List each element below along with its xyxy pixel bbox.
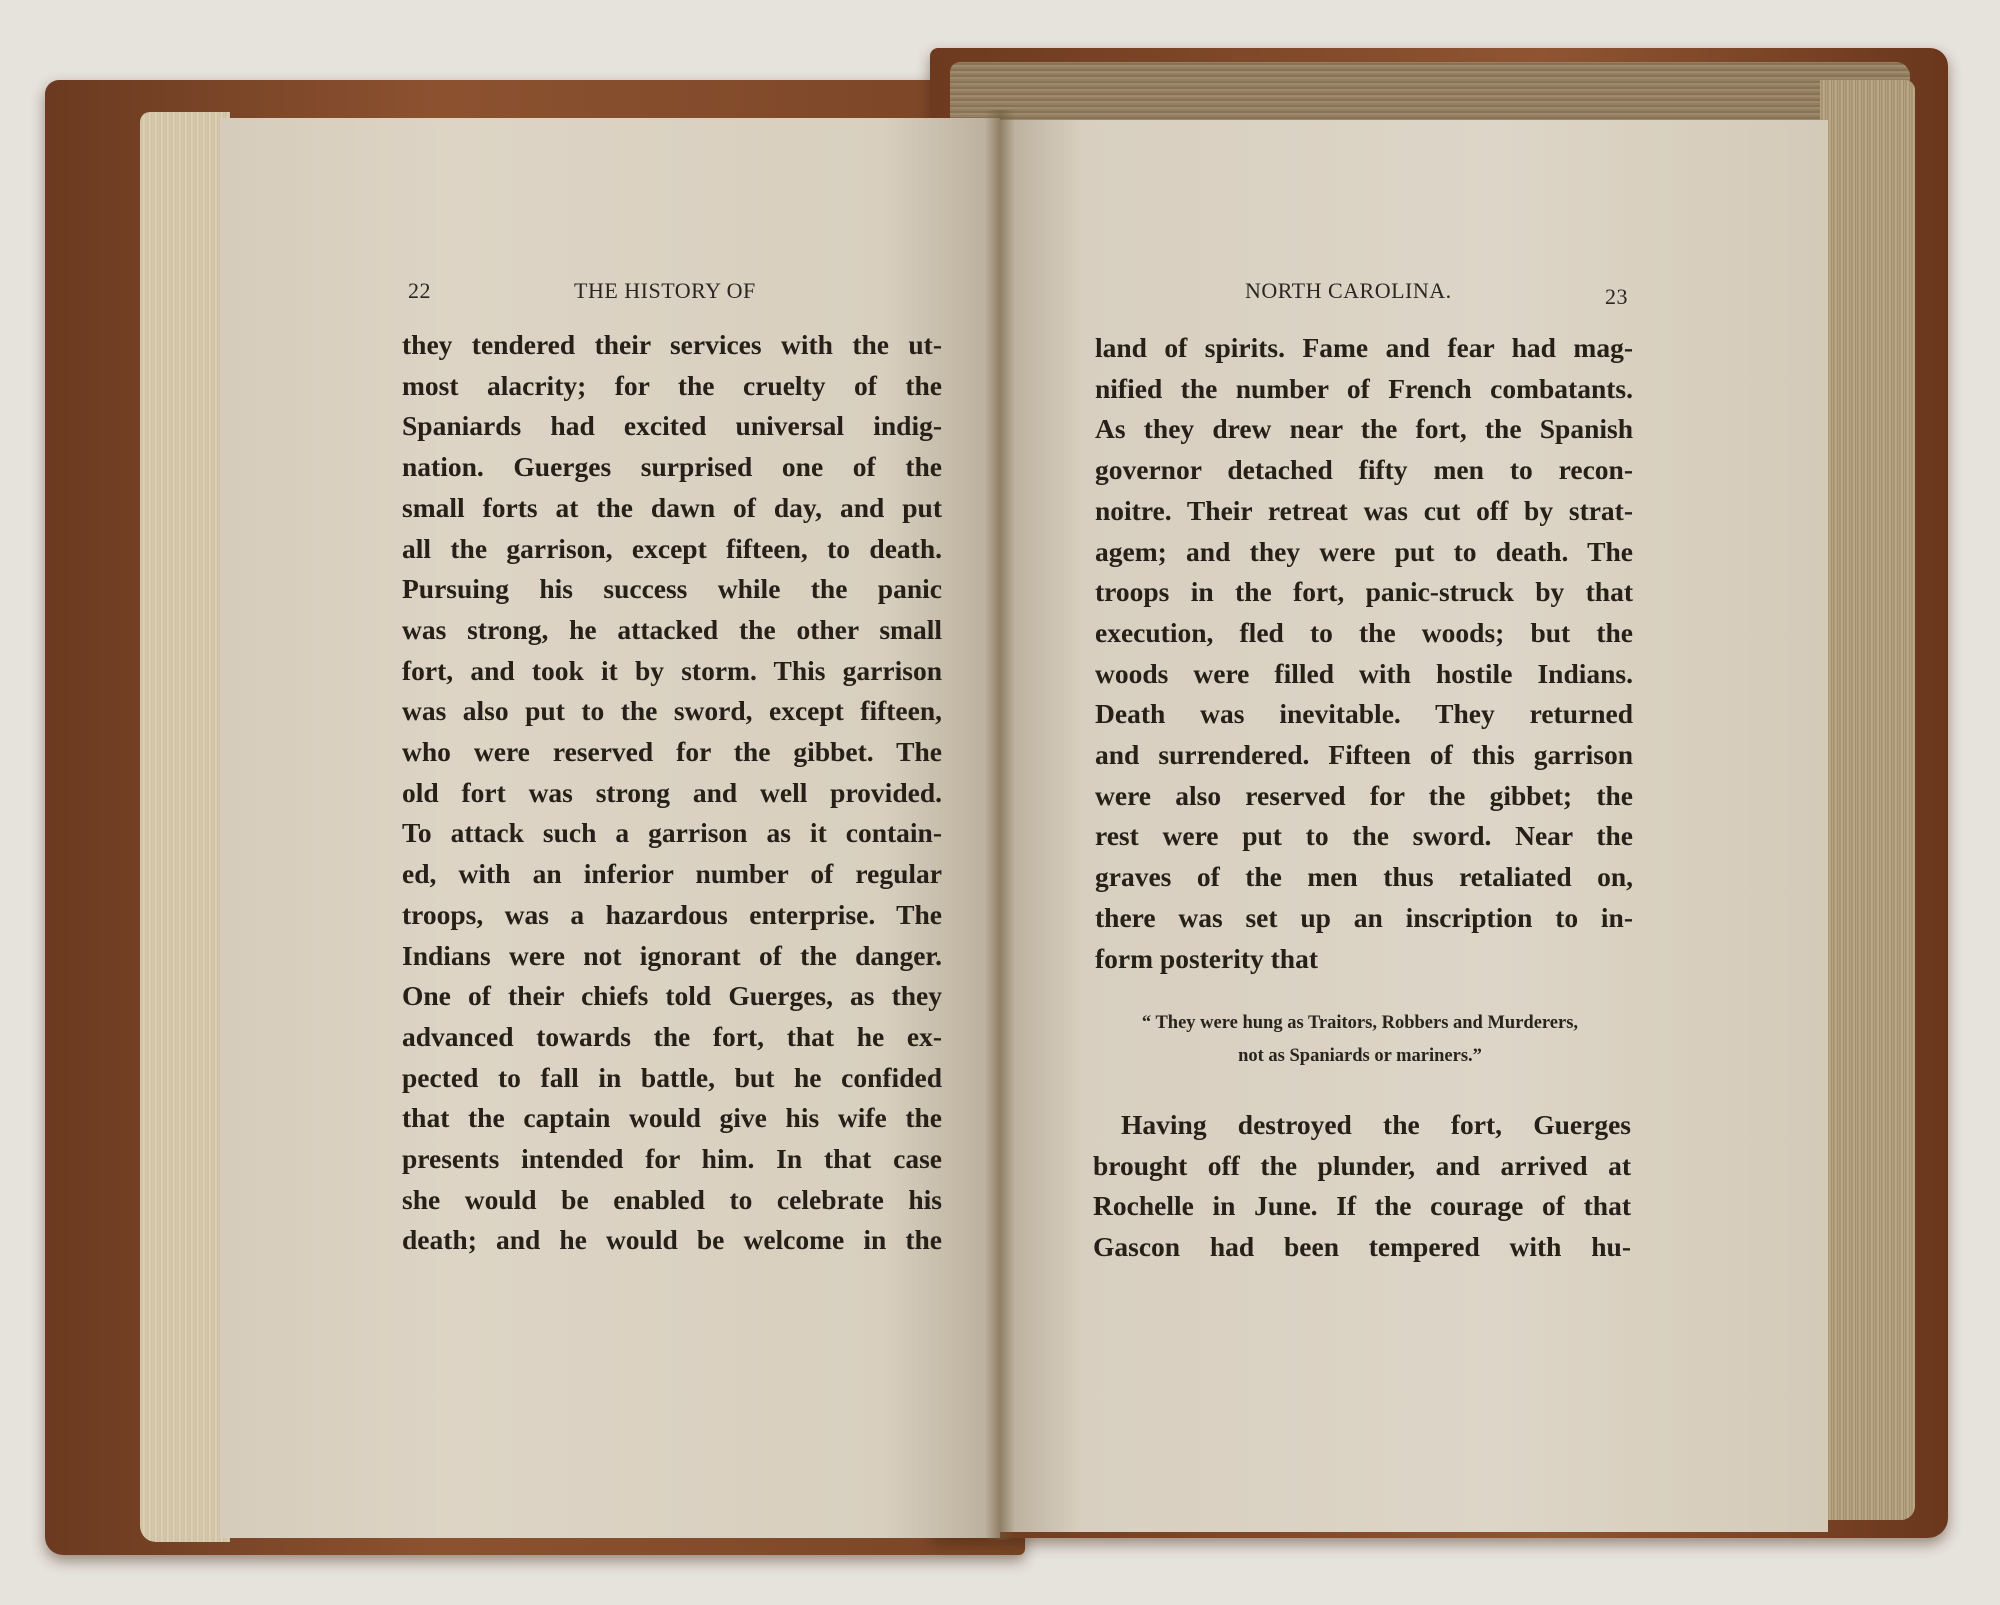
text-line: governor detached fifty men to recon- bbox=[1095, 454, 1633, 486]
text-line: troops in the fort, panic-struck by that bbox=[1095, 576, 1633, 608]
text-line: Having destroyed the fort, Guerges bbox=[1121, 1109, 1631, 1140]
right-body-text-bottom bbox=[1093, 1105, 1631, 1268]
text-line: presents intended for him. In that case bbox=[402, 1143, 942, 1175]
text-line: graves of the men thus retaliated on, bbox=[1095, 861, 1633, 893]
text-line: pected to fall in battle, but he confided bbox=[402, 1061, 942, 1093]
right-page-number: 23 bbox=[1605, 284, 1628, 309]
text-line: Gascon had been tempered with hu- bbox=[1093, 1231, 1631, 1263]
left-page-number: 22 bbox=[408, 278, 431, 303]
right-body-text-top bbox=[1095, 328, 1633, 979]
text-line: land of spirits. Fame and fear had mag- bbox=[1095, 332, 1633, 363]
text-line: old fort was strong and well provided. bbox=[402, 776, 942, 808]
text-line: small forts at the dawn of day, and put bbox=[402, 491, 942, 523]
text-line: death; and he would be welcome in the bbox=[402, 1224, 942, 1256]
text-line: who were reserved for the gibbet. The bbox=[402, 736, 942, 768]
text-line: form posterity that bbox=[1095, 942, 1318, 974]
text-line: ed, with an inferior number of regular bbox=[402, 858, 942, 890]
text-line: woods were filled with hostile Indians. bbox=[1095, 657, 1633, 689]
text-line: rest were put to the sword. Near the bbox=[1095, 820, 1633, 852]
text-line: fort, and took it by storm. This garrison bbox=[402, 654, 942, 686]
inscription-quote-line-1: “ They were hung as Traitors, Robbers and Murderers, bbox=[1141, 1013, 1579, 1033]
book-gutter bbox=[985, 110, 1015, 1540]
text-line: execution, fled to the woods; but the bbox=[1095, 616, 1633, 648]
inscription-quote-line-2: not as Spaniards or mariners.” bbox=[1238, 1046, 1482, 1066]
text-line: Spaniards had excited universal indig- bbox=[402, 410, 942, 442]
text-line: nation. Guerges surprised one of the bbox=[402, 451, 942, 483]
text-line: there was set up an inscription to in- bbox=[1095, 901, 1633, 933]
text-line: Pursuing his success while the panic bbox=[402, 573, 942, 605]
text-line: they tendered their services with the ut- bbox=[402, 329, 942, 360]
text-line: nified the number of French combatants. bbox=[1095, 372, 1633, 404]
page-edges-left bbox=[140, 112, 230, 1542]
left-body-text bbox=[402, 325, 942, 1261]
text-line: As they drew near the fort, the Spanish bbox=[1095, 413, 1633, 445]
text-line: were also reserved for the gibbet; the bbox=[1095, 779, 1633, 811]
text-line: that the captain would give his wife the bbox=[402, 1102, 942, 1134]
text-line: troops, was a hazardous enterprise. The bbox=[402, 898, 942, 930]
left-running-head: THE HISTORY OF bbox=[574, 278, 756, 303]
text-line: Rochelle in June. If the courage of that bbox=[1093, 1190, 1631, 1222]
text-line: was also put to the sword, except fifteen, bbox=[402, 695, 942, 727]
text-line: most alacrity; for the cruelty of the bbox=[402, 369, 942, 401]
text-line: Indians were not ignorant of the danger. bbox=[402, 939, 942, 971]
text-line: Death was inevitable. They returned bbox=[1095, 698, 1633, 730]
text-line: brought off the plunder, and arrived at bbox=[1093, 1149, 1631, 1181]
right-running-head: NORTH CAROLINA. bbox=[1245, 278, 1452, 303]
text-line: agem; and they were put to death. The bbox=[1095, 535, 1633, 567]
text-line: noitre. Their retreat was cut off by strat- bbox=[1095, 494, 1633, 526]
text-line: was strong, he attacked the other small bbox=[402, 613, 942, 645]
text-line: advanced towards the fort, that he ex- bbox=[402, 1020, 942, 1052]
text-line: To attack such a garrison as it contain- bbox=[402, 817, 942, 849]
text-line: all the garrison, except fifteen, to death. bbox=[402, 532, 942, 564]
text-line: she would be enabled to celebrate his bbox=[402, 1183, 942, 1215]
text-line: and surrendered. Fifteen of this garrison bbox=[1095, 739, 1633, 771]
page-edges-right bbox=[1820, 80, 1915, 1520]
text-line: One of their chiefs told Guerges, as they bbox=[402, 980, 942, 1012]
